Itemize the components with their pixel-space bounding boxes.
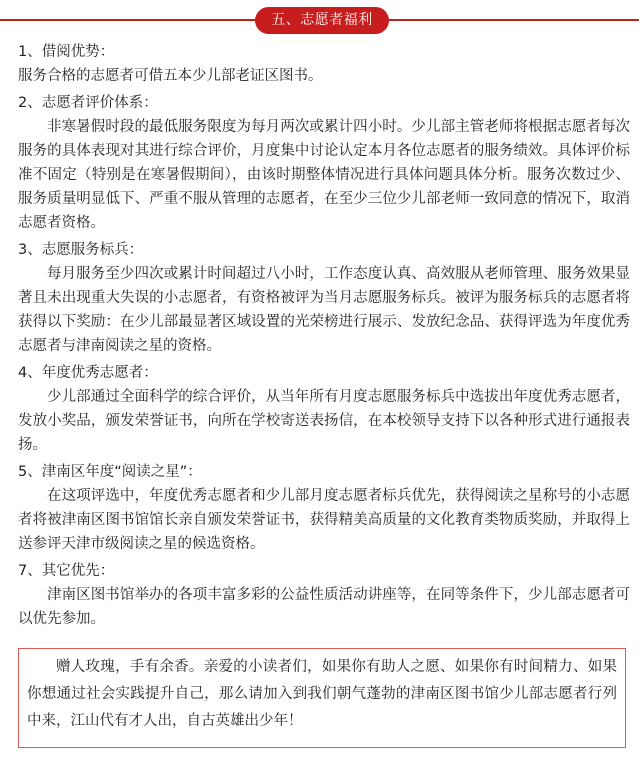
benefit-section-other-priority (18, 559, 630, 631)
section-header (0, 0, 639, 40)
section-paragraph: 少儿部通过全面科学的综合评价，从当年所有月度志愿服务标兵中选拔出年度优秀志愿者，发放小奖品，颁发荣誉证书，向所在学校寄送表扬信，在本校领导支持下以各种形式进行通报表扬。 (18, 389, 630, 453)
section-paragraph: 服务合格的志愿者可借五本少儿部老证区图书。 (18, 68, 323, 84)
section-heading: 7、其它优先： (18, 563, 115, 579)
section-heading: 1、借阅优势： (18, 44, 115, 60)
benefit-section-evaluation (18, 91, 630, 235)
section-heading: 3、志愿服务标兵： (18, 242, 144, 258)
benefit-section-annual-excellent (18, 361, 630, 457)
benefits-content (18, 40, 630, 634)
benefit-section-reading-star (18, 460, 630, 556)
section-paragraph: 在这项评选中，年度优秀志愿者和少儿部月度志愿者标兵优先，获得阅读之星称号的小志愿者将被津南区图书馆馆长亲自颁发荣誉证书，获得精美高质量的文化教育类物质奖励，并取得上送参评天津市级阅读之星的候选资格。 (18, 488, 630, 552)
section-paragraph: 每月服务至少四次或累计时间超过八小时，工作态度认真、高效服从老师管理、服务效果显著且未出现重大失误的小志愿者，有资格被评为当月志愿服务标兵。被评为服务标兵的志愿者将获得以下奖励：在少儿部最显著区域设置的光荣榜进行展示、发放纪念品、获得评选为年度优秀志愿者与津南阅读之星的资格。 (18, 266, 630, 354)
section-heading: 5、津南区年度“阅读之星”： (18, 464, 202, 480)
section-paragraph: 非寒暑假时段的最低服务限度为每月两次或累计四小时。少儿部主管老师将根据志愿者每次服务的具体表现对其进行综合评价，月度集中讨论认定本月各位志愿者的服务绩效。具体评价标准不固定（特别是在寒暑假期间），由该时期整体情况进行具体问题具体分析。服务次数过少、服务质量明显低下、严重不服从管理的志愿者，在至少三位少儿部老师一致同意的情况下，取消志愿者资格。 (18, 119, 630, 231)
benefit-section-model-volunteer (18, 238, 630, 358)
section-heading: 4、年度优秀志愿者： (18, 365, 158, 381)
closing-note-text: 赠人玫瑰，手有余香。亲爱的小读者们，如果你有助人之愿、如果你有时间精力、如果你想通过社会实践提升自己，那么请加入到我们朝气蓬勃的津南区图书馆少儿部志愿者行列中来，江山代有才人出，自古英雄出少年！ (27, 659, 617, 729)
closing-note-box (18, 648, 626, 748)
section-paragraph: 津南区图书馆举办的各项丰富多彩的公益性质活动讲座等，在同等条件下，少儿部志愿者可以优先参加。 (18, 587, 630, 627)
benefit-section-borrowing (18, 40, 630, 88)
section-heading: 2、志愿者评价体系： (18, 95, 158, 111)
section-title: 五、志愿者福利 (255, 7, 389, 34)
